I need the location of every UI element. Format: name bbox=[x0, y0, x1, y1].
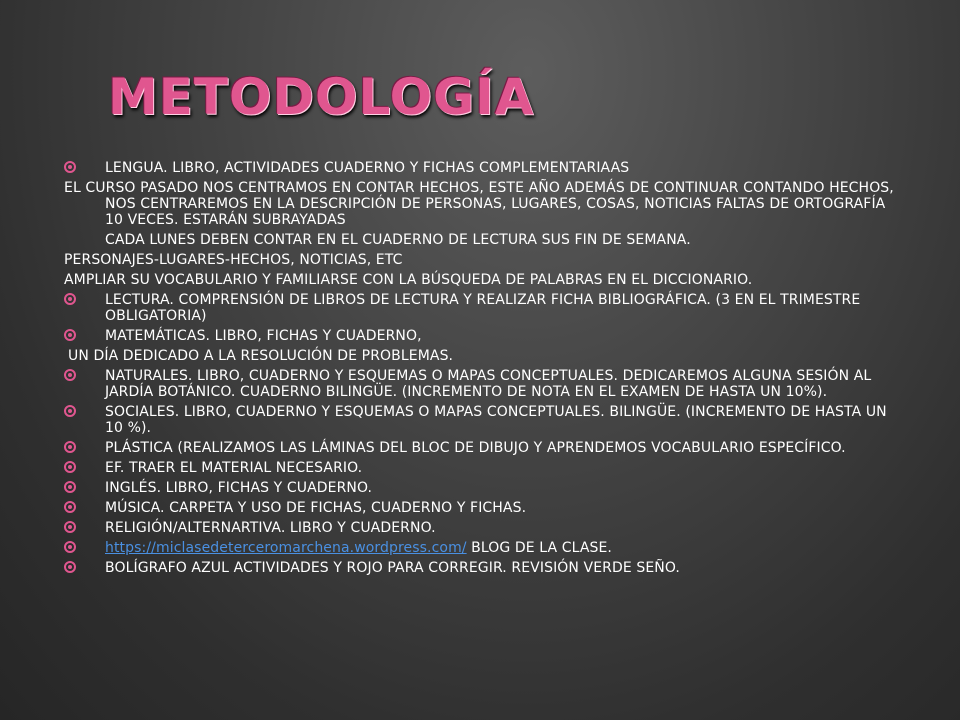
circle-bullet-icon bbox=[64, 501, 76, 513]
circle-bullet-icon bbox=[64, 461, 76, 473]
circle-bullet-icon bbox=[64, 161, 76, 173]
list-item-boligrafo bbox=[64, 560, 904, 576]
list-item-text: SOCIALES. LIBRO, CUADERNO Y ESQUEMAS O MAPAS CONCEPTUALES. BILINGÜE. (INCREMENTO DE HASTA UN 10 %). bbox=[105, 404, 887, 436]
circle-bullet-icon bbox=[64, 405, 76, 417]
list-item-lengua bbox=[64, 160, 904, 176]
list-item-text: NATURALES. LIBRO, CUADERNO Y ESQUEMAS O MAPAS CONCEPTUALES. DEDICAREMOS ALGUNA SESIÓN AL JARDÍA BOTÁNICO. CUADERNO BILINGÜE. (INCREMENTO DE NOTA EN EL EXAMEN DE HASTA UN 10%). bbox=[105, 368, 872, 400]
list-item-matematicas bbox=[64, 328, 904, 344]
list-item-text: EF. TRAER EL MATERIAL NECESARIO. bbox=[105, 460, 363, 476]
list-item-ingles bbox=[64, 480, 904, 496]
list-item-text: EL CURSO PASADO NOS CENTRAMOS EN CONTAR HECHOS, ESTE AÑO ADEMÁS DE CONTINUAR CONTANDO HECHOS, NOS CENTRAREMOS EN LA DESCRIPCIÓN DE PERSONAS, LUGARES, COSAS, NOTICIAS FALTAS DE ORTOGRAFÍA 10 VECES. ESTARÁN SUBRAYADAS bbox=[64, 180, 894, 228]
list-item-text: MÚSICA. CARPETA Y USO DE FICHAS, CUADERNO Y FICHAS. bbox=[105, 500, 527, 516]
list-item-blog bbox=[64, 540, 904, 556]
list-item-musica bbox=[64, 500, 904, 516]
list-item-content bbox=[105, 540, 904, 556]
list-item-personajes bbox=[64, 252, 904, 268]
list-item-curso-pasado bbox=[64, 180, 904, 228]
list-item-text: INGLÉS. LIBRO, FICHAS Y CUADERNO. bbox=[105, 480, 373, 496]
content-list bbox=[64, 160, 904, 580]
list-item-text: RELIGIÓN/ALTERNARTIVA. LIBRO Y CUADERNO. bbox=[105, 520, 436, 536]
list-item-sociales bbox=[64, 404, 904, 436]
circle-bullet-icon bbox=[64, 481, 76, 493]
circle-bullet-icon bbox=[64, 441, 76, 453]
slide-title: METODOLOGÍA bbox=[108, 68, 535, 126]
list-item-text: AMPLIAR SU VOCABULARIO Y FAMILIARSE CON LA BÚSQUEDA DE PALABRAS EN EL DICCIONARIO. bbox=[64, 272, 753, 288]
circle-bullet-icon bbox=[64, 541, 76, 553]
list-item-text: LENGUA. LIBRO, ACTIVIDADES CUADERNO Y FICHAS COMPLEMENTARIAAS bbox=[105, 160, 630, 176]
blog-label: BLOG DE LA CLASE. bbox=[466, 540, 612, 556]
list-item-text: PLÁSTICA (REALIZAMOS LAS LÁMINAS DEL BLOC DE DIBUJO Y APRENDEMOS VOCABULARIO ESPECÍFICO. bbox=[105, 440, 846, 456]
circle-bullet-icon bbox=[64, 369, 76, 381]
circle-bullet-icon bbox=[64, 561, 76, 573]
list-item-text: PERSONAJES-LUGARES-HECHOS, NOTICIAS, ETC bbox=[64, 252, 403, 268]
list-item-text: UN DÍA DEDICADO A LA RESOLUCIÓN DE PROBLEMAS. bbox=[68, 348, 454, 364]
list-item-un-dia bbox=[64, 348, 904, 364]
circle-bullet-icon bbox=[64, 521, 76, 533]
list-item-ampliar bbox=[64, 272, 904, 288]
list-item-text: LECTURA. COMPRENSIÓN DE LIBROS DE LECTURA Y REALIZAR FICHA BIBLIOGRÁFICA. (3 EN EL TRIMESTRE OBLIGATORIA) bbox=[105, 292, 861, 324]
list-item-religion bbox=[64, 520, 904, 536]
list-item-text: CADA LUNES DEBEN CONTAR EN EL CUADERNO DE LECTURA SUS FIN DE SEMANA. bbox=[105, 232, 691, 248]
list-item-text: MATEMÁTICAS. LIBRO, FICHAS Y CUADERNO, bbox=[105, 328, 422, 344]
list-item-lectura bbox=[64, 292, 904, 324]
circle-bullet-icon bbox=[64, 293, 76, 305]
list-item-text: BOLÍGRAFO AZUL ACTIVIDADES Y ROJO PARA CORREGIR. REVISIÓN VERDE SEÑO. bbox=[105, 560, 680, 576]
list-item-plastica bbox=[64, 440, 904, 456]
circle-bullet-icon bbox=[64, 329, 76, 341]
list-item-ef bbox=[64, 460, 904, 476]
list-item-cada-lunes bbox=[64, 232, 904, 248]
blog-link[interactable]: https://miclasedeterceromarchena.wordpress.com/ bbox=[105, 540, 467, 556]
list-item-naturales bbox=[64, 368, 904, 400]
